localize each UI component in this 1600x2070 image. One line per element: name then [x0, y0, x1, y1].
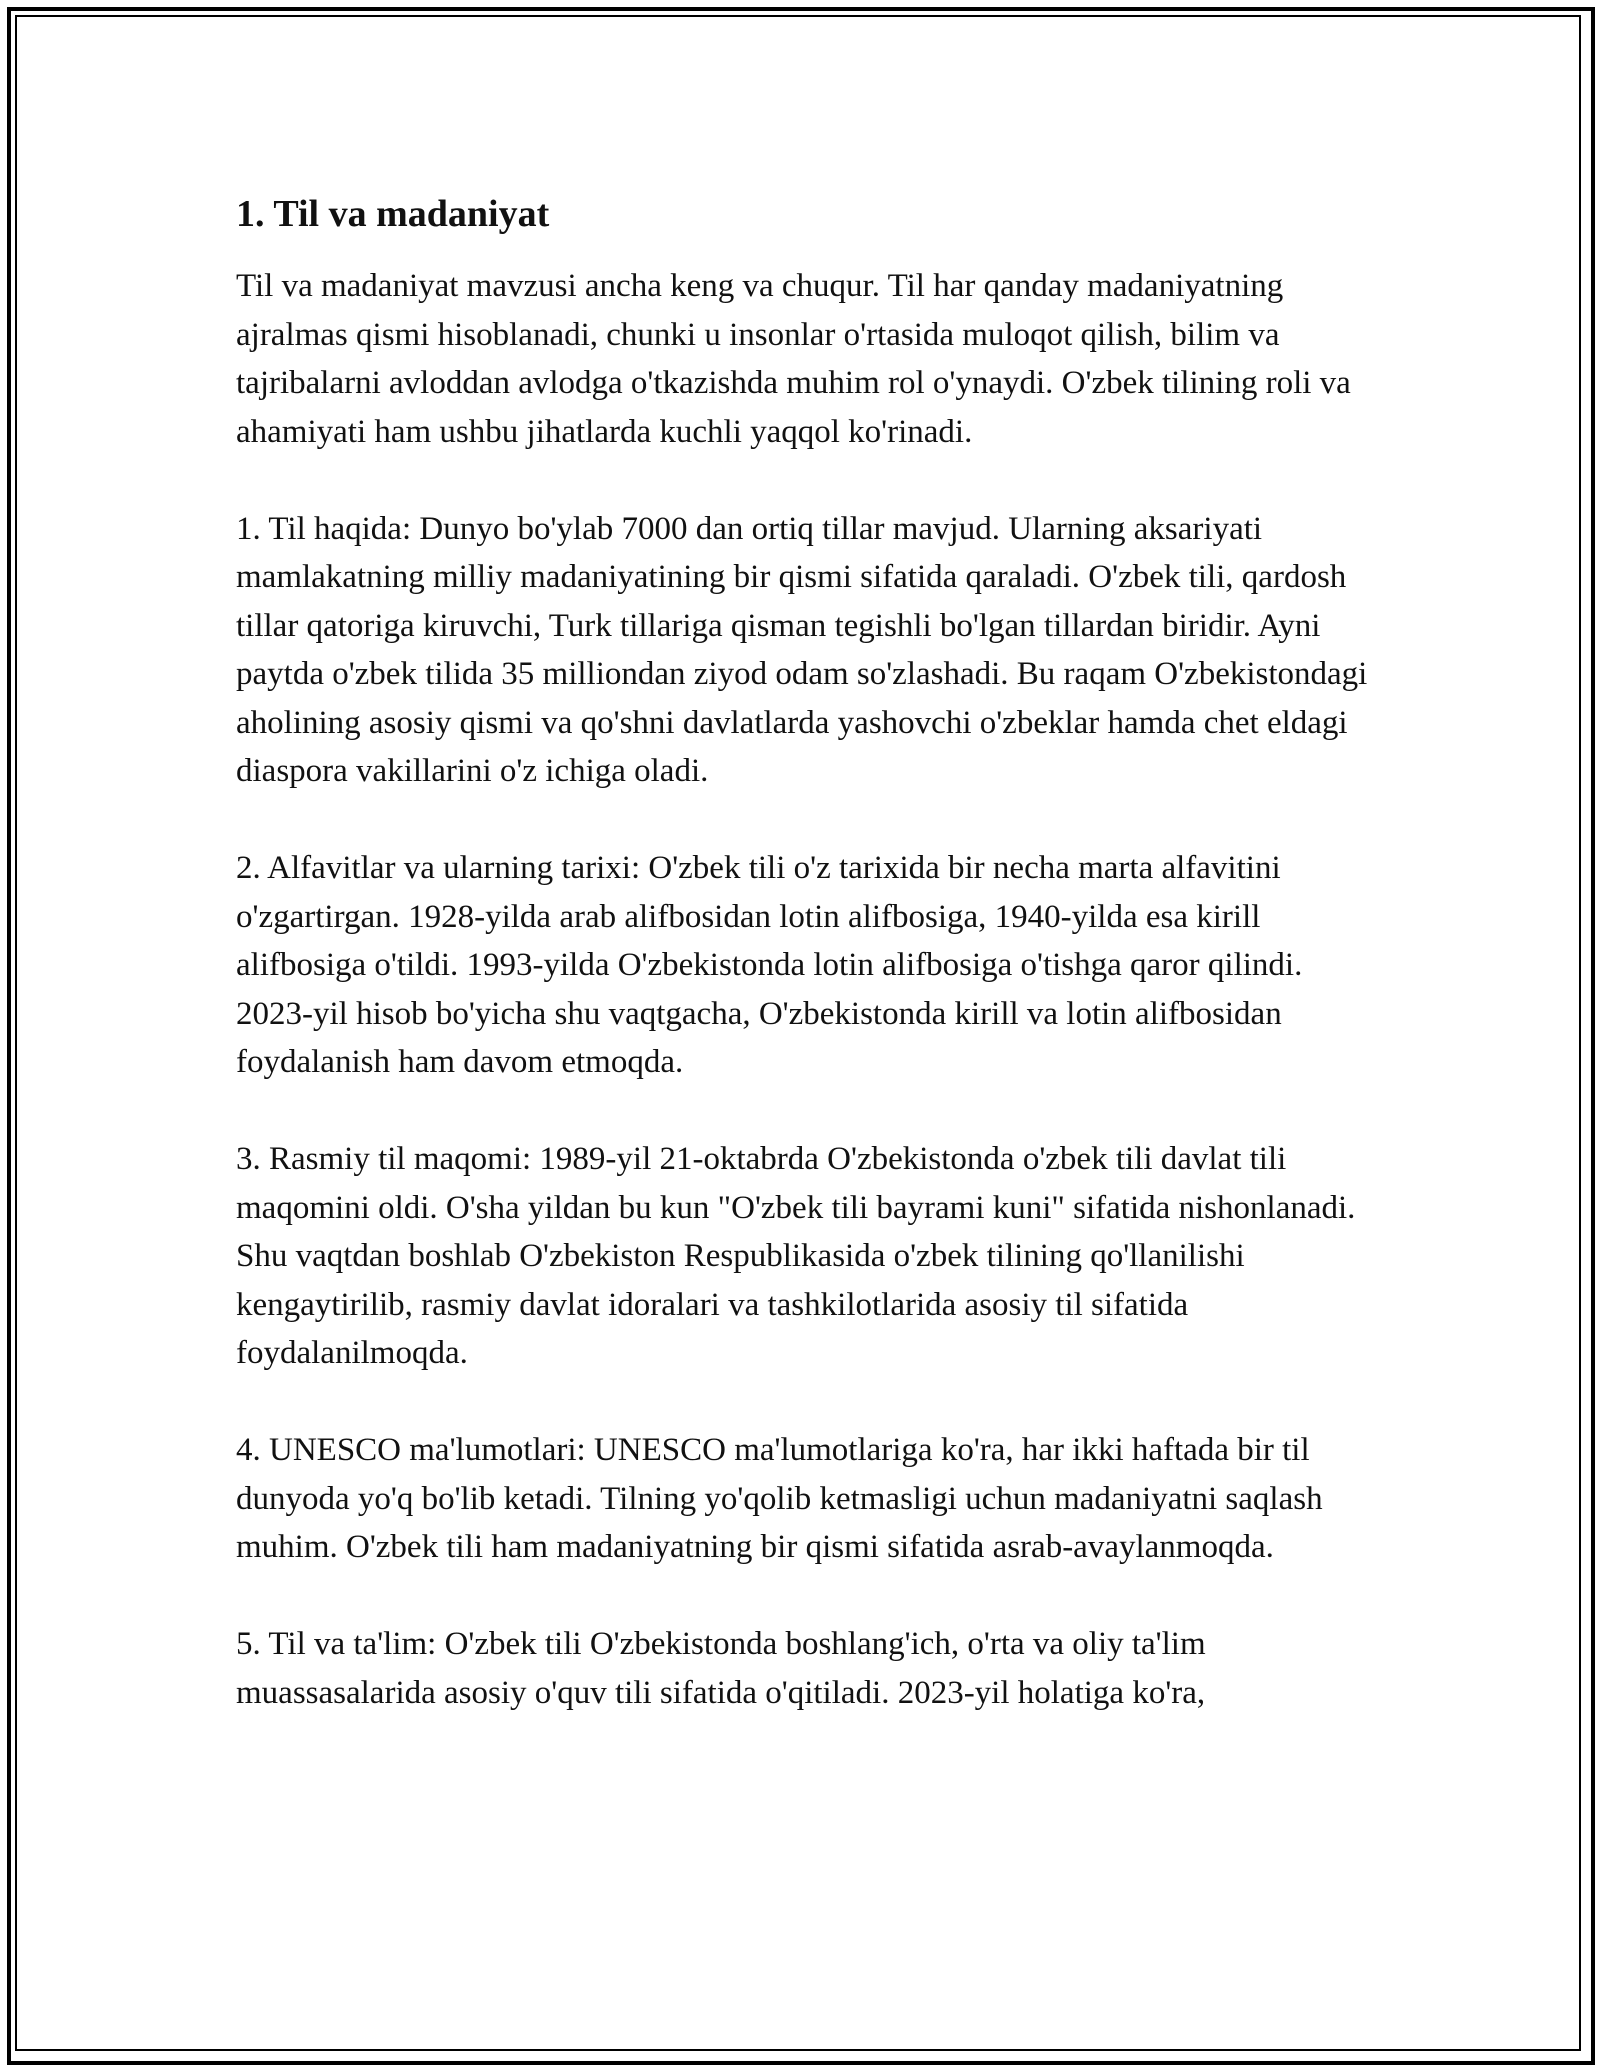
paragraph-til-va-talim: 5. Til va ta'lim: O'zbek tili O'zbekistonda boshlang'ich, o'rta va oliy ta'lim muassasalarida asosiy o'quv tili sifatida o'qitiladi. 2023-yil holatiga ko'ra, — [236, 1626, 1206, 1711]
paragraph-alfavitlar: 2. Alfavitlar va ularning tarixi: O'zbek tili o'z tarixida bir necha marta alfavitini o'zgartirgan. 1928-yilda arab alifbosidan lotin alifbosiga, 1940-yilda esa kirill alifbosiga o'tildi. 1993-yilda O'zbekistonda lotin alifbosiga o'tishga qaror qilindi. 2023-yil hisob bo'yicha shu vaqtgacha, O'zbekistonda kirill va lotin alifbosidan foydalanish ham davom etmoqda. — [236, 850, 1303, 1080]
paragraph-intro: Til va madaniyat mavzusi ancha keng va chuqur. Til har qanday madaniyatning ajralmas qismi hisoblanadi, chunki u insonlar o'rtasida muloqot qilish, bilim va tajribalarni avloddan avlodga o'tkazishda muhim rol o'ynaydi. O'zbek tilining roli va ahamiyati ham ushbu jihatlarda kuchli yaqqol ko'rinadi. — [236, 268, 1351, 450]
document-body — [236, 184, 1376, 1766]
document-title: 1. Til va madaniyat — [236, 193, 550, 235]
paragraph-unesco: 4. UNESCO ma'lumotlari: UNESCO ma'lumotlariga ko'ra, har ikki haftada bir til dunyoda yo'q bo'lib ketadi. Tilning yo'qolib ketmasligi uchun madaniyatni saqlash muhim. O'zbek tili ham madaniyatning bir qismi sifatida asrab-avaylanmoqda. — [236, 1432, 1323, 1565]
paragraph-til-haqida: 1. Til haqida: Dunyo bo'ylab 7000 dan ortiq tillar mavjud. Ularning aksariyati mamlakatning milliy madaniyatining bir qismi sifatida qaraladi. O'zbek tili, qardosh tillar qatoriga kiruvchi, Turk tillariga qisman tegishli bo'lgan tillardan biridir. Ayni paytda o'zbek tilida 35 milliondan ziyod odam so'zlashadi. Bu raqam O'zbekistondagi aholining asosiy qismi va qo'shni davlatlarda yashovchi o'zbeklar hamda chet eldagi diaspora vakillarini o'z ichiga oladi. — [236, 510, 1368, 789]
paragraph-rasmiy-til: 3. Rasmiy til maqomi: 1989-yil 21-oktabrda O'zbekistonda o'zbek tili davlat tili maqomini oldi. O'sha yildan bu kun "O'zbek tili bayrami kuni" sifatida nishonlanadi. Shu vaqtdan boshlab O'zbekiston Respublikasida o'zbek tilining qo'llanilishi kengaytirilib, rasmiy davlat idoralari va tashkilotlarida asosiy til sifatida foydalanilmoqda. — [236, 1141, 1356, 1371]
